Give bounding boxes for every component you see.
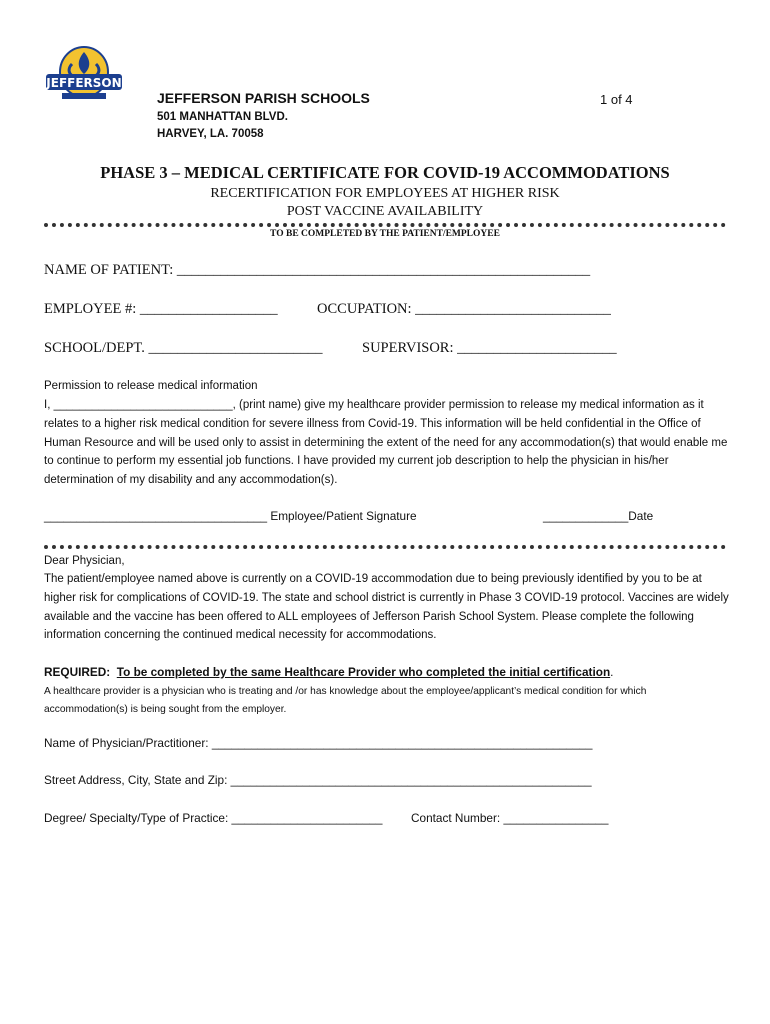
address-line-1: 501 MANHATTAN BLVD.: [157, 111, 288, 123]
occupation-field[interactable]: OCCUPATION: ___________________________: [317, 301, 611, 317]
dotted-divider: [44, 545, 726, 549]
physician-address-field[interactable]: Street Address, City, State and Zip: _______________________________________________________: [44, 773, 592, 787]
salutation: Dear Physician,: [44, 555, 125, 567]
subtitle-post-vaccine: POST VACCINE AVAILABILITY: [286, 204, 484, 219]
section-note: TO BE COMPLETED BY THE PATIENT/EMPLOYEE: [270, 229, 500, 239]
permission-heading: Permission to release medical information: [44, 380, 258, 392]
address-line-2: HARVEY, LA. 70058: [157, 128, 264, 140]
required-label: REQUIRED:: [44, 665, 111, 679]
dotted-divider: [44, 223, 726, 227]
degree-specialty-field[interactable]: Degree/ Specialty/Type of Practice: _______________________: [44, 811, 383, 825]
required-note: [44, 663, 730, 682]
healthcare-provider-definition: A healthcare provider is a physician who is treating and /or has knowledge about the employee/applicant’s medical condition for which accommodation(s) is being sought from the employer.: [44, 686, 647, 715]
document-title: PHASE 3 – MEDICAL CERTIFICATE FOR COVID-19 ACCOMMODATIONS: [100, 163, 670, 182]
date-line[interactable]: _____________Date: [543, 509, 654, 523]
physician-name-field[interactable]: Name of Physician/Practitioner: __________________________________________________________: [44, 736, 593, 750]
employee-number-field[interactable]: EMPLOYEE #: ___________________: [44, 301, 278, 317]
required-period: .: [610, 665, 614, 679]
contact-number-field[interactable]: Contact Number: ________________: [411, 811, 609, 825]
patient-name-field[interactable]: NAME OF PATIENT: _________________________________________________________: [44, 262, 591, 278]
organization-name: JEFFERSON PARISH SCHOOLS: [157, 90, 370, 106]
permission-text: I, ____________________________, (print name) give my healthcare provider permission to release my medical information as it relates to a higher risk medical condition for severe illness from Covid-19. This information will be held confidential in the Office of Human Resource and will be used only to assist in determining the extent of the need for any accommodation(s) that would enable me to continue to perform my essential job functions. I have provided my current job description to help the physician in his/her determination of my disability and any accommodation(s).: [44, 399, 728, 487]
required-text: To be completed by the same Healthcare Provider who completed the initial certification: [116, 665, 611, 679]
physician-letter-text: The patient/employee named above is currently on a COVID-19 accommodation due to being previously identified by you to be at higher risk for complications of COVID-19. The state and school district is currently in Phase 3 COVID-19 protocol. Vaccines are widely available and the vaccine has been offered to ALL employees of Jefferson Parish School System. Please complete the following information concerning the continued medical necessity for accommodations.: [44, 573, 729, 642]
school-dept-field[interactable]: SCHOOL/DEPT. ________________________: [44, 340, 323, 356]
svg-text:JEFFERSON: JEFFERSON: [46, 76, 122, 90]
jefferson-logo: [44, 44, 124, 106]
page-indicator: 1 of 4: [600, 92, 633, 107]
subtitle-recertification: RECERTIFICATION FOR EMPLOYEES AT HIGHER RISK: [210, 186, 560, 201]
patient-signature-line[interactable]: __________________________________ Employee/Patient Signature: [44, 509, 417, 523]
supervisor-field[interactable]: SUPERVISOR: ______________________: [362, 340, 617, 356]
